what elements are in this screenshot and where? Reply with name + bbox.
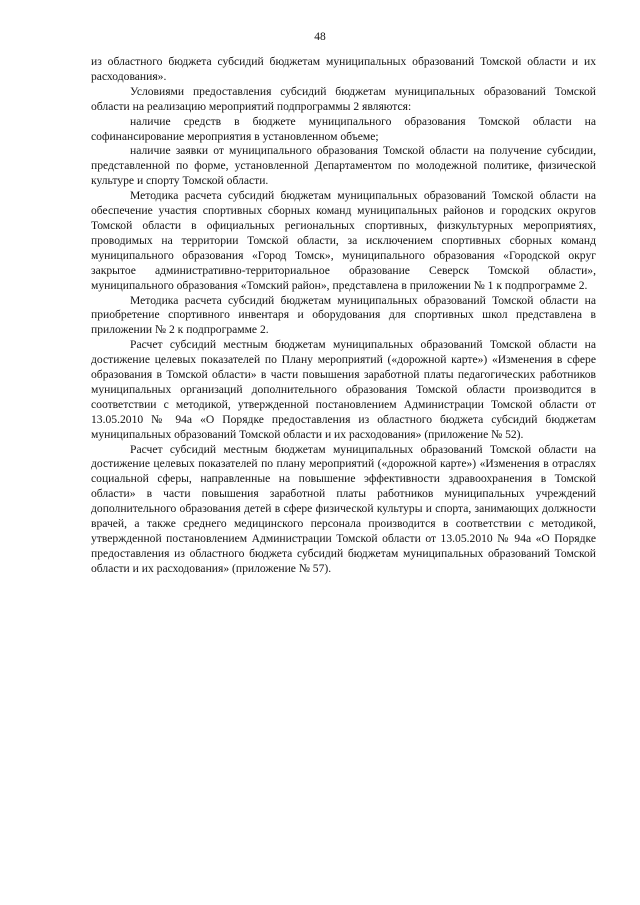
paragraph-methodology-teams: Методика расчета субсидий бюджетам муниципальных образований Томской области на обеспечение участия спортивных сборных команд муниципальных районов и городских округов Томской области в официальных региональных спортивных, физкультурных мероприятиях, проводимых на территории Томской области, за исключением спортивных сборных команд муниципального образования «Город Томск», муниципального образования «Городской округ закрытое административно-территориальное образование Северск Томской области», муниципального образования «Томский район», представлена в приложении № 1 к подпрограмме 2. bbox=[91, 189, 596, 292]
paragraph-calculation-education: Расчет субсидий местным бюджетам муниципальных образований Томской области на достижение целевых показателей по Плану мероприятий («дорожной карте») «Изменения в сфере образования в Томской области» в части повышения заработной платы педагогических работников муниципальных организаций дополнительного образования Томской области производится в соответствии с методикой, утвержденной постановлением Администрации Томской области от 13.05.2010 № 94а «О Порядке предоставления из областного бюджета субсидий бюджетам муниципальных образований Томской области и их расходования» (приложение № 52). bbox=[91, 338, 596, 441]
paragraph-continuation: из областного бюджета субсидий бюджетам муниципальных образований Томской области и их расходования». bbox=[91, 55, 596, 83]
page-number: 48 bbox=[314, 31, 326, 43]
paragraph-condition-funds: наличие средств в бюджете муниципального образования Томской области на софинансирование мероприятия в установленном объеме; bbox=[91, 114, 596, 143]
paragraph-methodology-equipment: Методика расчета субсидий бюджетам муниципальных образований Томской области на приобретение спортивного инвентаря и оборудования для спортивных школ представлена в приложении № 2 к подпрограмме 2. bbox=[91, 293, 596, 337]
paragraph-calculation-healthcare: Расчет субсидий местным бюджетам муниципальных образований Томской области на достижение целевых показателей по плану мероприятий («дорожной карте») «Изменения в отраслях социальной сферы, направленные на повышение эффективности здравоохранения в Томской области» в части повышения заработной платы работников муниципальных учреждений дополнительного образования детей в сфере физической культуры и спорта, занимающих должности врачей, а также среднего медицинского персонала производится в соответствии с методикой, утвержденной постановлением Администрации Томской области от 13.05.2010 № 94а «О Порядке предоставления из областного бюджета субсидий бюджетам муниципальных образований Томской области и их расходования» (приложение № 57). bbox=[91, 442, 596, 575]
paragraph-condition-application: наличие заявки от муниципального образования Томской области на получение субсидии, представленной по форме, установленной Департаментом по молодежной политике, физической культуре и спорту Томской области. bbox=[91, 144, 596, 188]
paragraph-conditions-intro: Условиями предоставления субсидий бюджетам муниципальных образований Томской области на реализацию мероприятий подпрограммы 2 являются: bbox=[91, 84, 596, 113]
document-body bbox=[91, 55, 596, 577]
